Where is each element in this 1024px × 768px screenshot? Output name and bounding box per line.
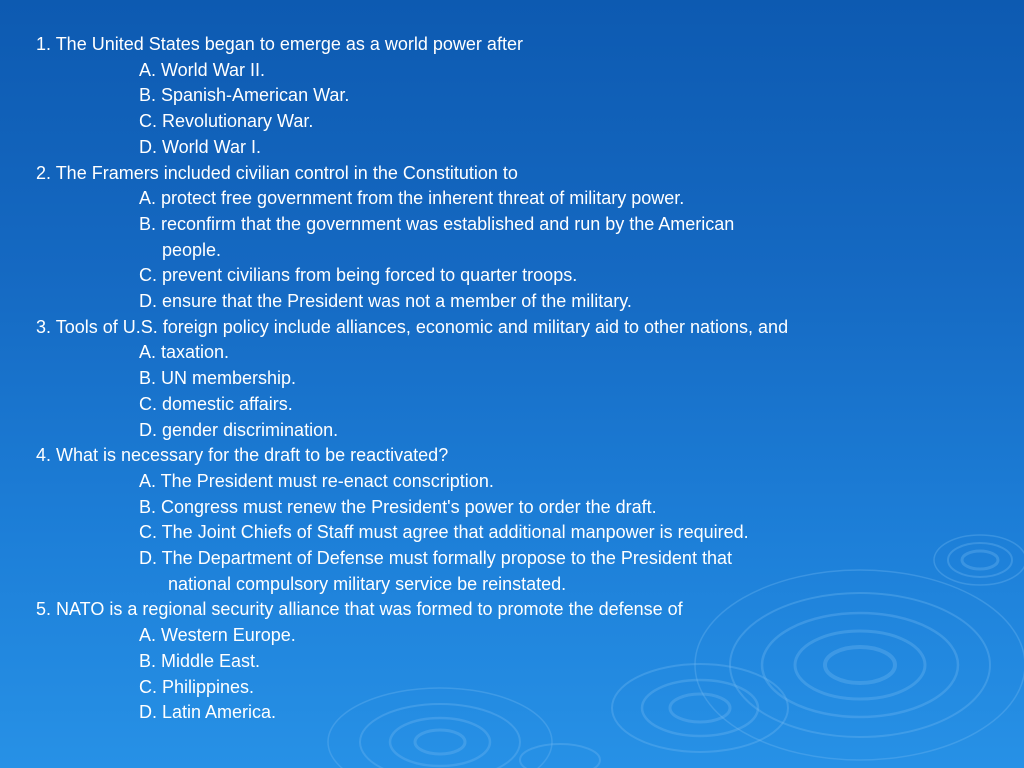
question-1-option-a: A. World War II. bbox=[139, 59, 266, 80]
question-4-option-b: B. Congress must renew the President's power to order the draft. bbox=[139, 496, 657, 517]
question-5-stem: 5. NATO is a regional security alliance that was formed to promote the defense of bbox=[36, 599, 683, 620]
question-4-option-d-continuation: national compulsory military service be reinstated. bbox=[168, 573, 567, 594]
question-3-option-a: A. taxation. bbox=[139, 342, 230, 363]
question-3-option-c: C. domestic affairs. bbox=[139, 393, 293, 414]
question-3-option-b: B. UN membership. bbox=[139, 368, 297, 389]
question-5-option-a: A. Western Europe. bbox=[139, 625, 296, 646]
question-2-option-a: A. protect free government from the inherent threat of military power. bbox=[139, 188, 685, 209]
question-5-option-d: D. Latin America. bbox=[139, 702, 277, 723]
question-1-option-b: B. Spanish-American War. bbox=[139, 85, 350, 106]
question-5-option-c: C. Philippines. bbox=[139, 676, 255, 697]
question-4-stem: 4. What is necessary for the draft to be reactivated? bbox=[36, 445, 449, 466]
question-2-option-b-continuation: people. bbox=[162, 239, 222, 260]
question-1 bbox=[36, 32, 996, 161]
question-4 bbox=[36, 443, 996, 597]
question-2-option-c: C. prevent civilians from being forced to quarter troops. bbox=[139, 265, 578, 286]
question-3 bbox=[36, 315, 996, 444]
question-2 bbox=[36, 161, 996, 315]
question-3-option-d: D. gender discrimination. bbox=[139, 419, 339, 440]
question-2-option-b: B. reconfirm that the government was established and run by the American bbox=[139, 213, 735, 234]
question-3-stem: 3. Tools of U.S. foreign policy include alliances, economic and military aid to other nations, and bbox=[36, 316, 789, 337]
question-2-stem: 2. The Framers included civilian control in the Constitution to bbox=[36, 162, 518, 183]
question-1-option-d: D. World War I. bbox=[139, 136, 262, 157]
question-1-stem: 1. The United States began to emerge as a world power after bbox=[36, 34, 523, 54]
question-4-option-c: C. The Joint Chiefs of Staff must agree that additional manpower is required. bbox=[139, 522, 749, 543]
quiz-question-list bbox=[36, 32, 996, 726]
question-2-option-d: D. ensure that the President was not a member of the military. bbox=[139, 291, 632, 312]
question-5 bbox=[36, 597, 996, 726]
question-5-option-b: B. Middle East. bbox=[139, 650, 261, 671]
question-1-option-c: C. Revolutionary War. bbox=[139, 111, 314, 132]
question-4-option-a: A. The President must re-enact conscription. bbox=[139, 470, 494, 491]
question-4-option-d: D. The Department of Defense must formally propose to the President that bbox=[139, 548, 732, 569]
